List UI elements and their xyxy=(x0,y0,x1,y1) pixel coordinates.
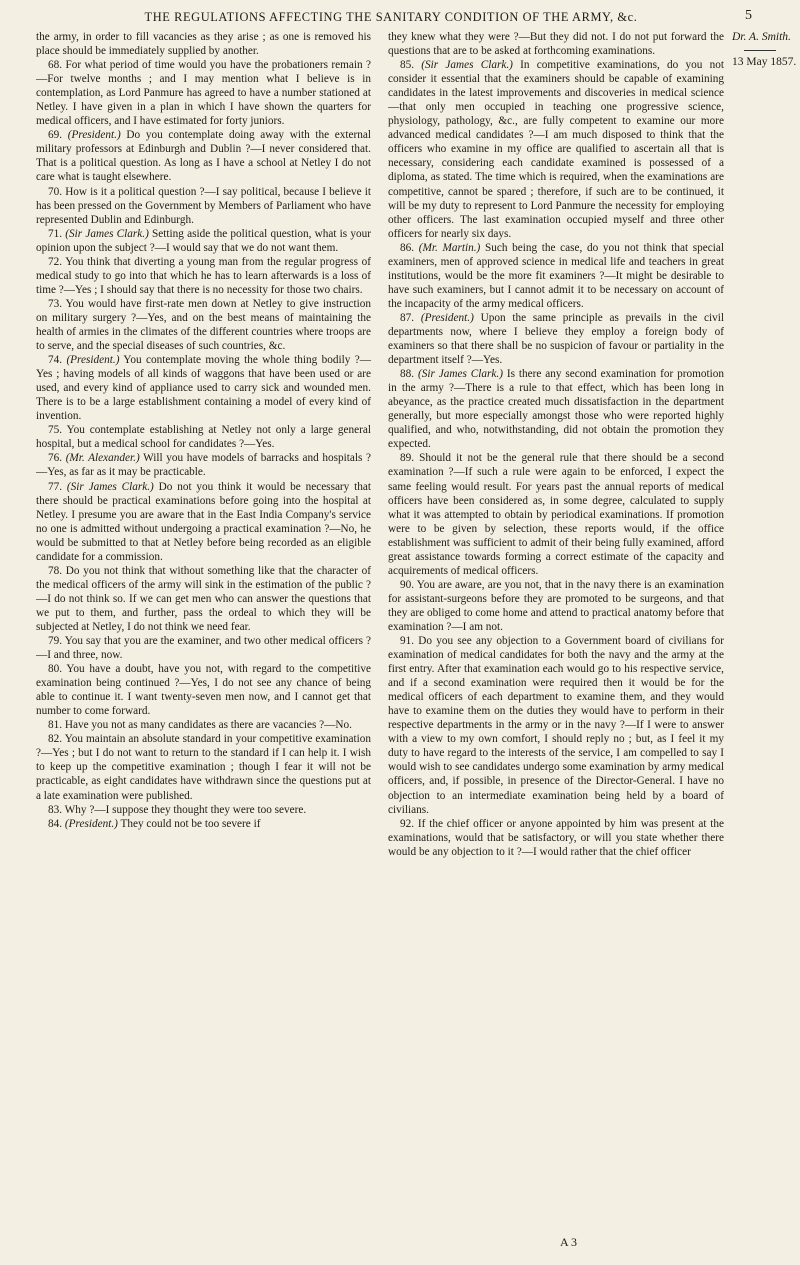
paragraph-text: Do not you think it would be necessary that there should be practical examinations before going into the hospital at Netley. I presume you are aware that in the East India Company's service no one is admitted without undergoing a practical examination ?—No, he would be submitted to that at Netley before being recorded as an eligible candidate for a commission. xyxy=(36,480,372,563)
speaker-name: (Sir James Clark.) xyxy=(417,368,503,381)
question-number: 87. xyxy=(400,311,415,324)
paragraph-text: If the chief officer or anyone appointed by him was present at the examinations, would that be satisfactory, or will you state whether there would be any objection to it ?—I would rather that the chief officer xyxy=(388,817,725,858)
paragraph-text: In competitive examinations, do you not consider it essential that the examiners should be capable of examining candidates in the latest improvements and discoveries in medical science—that only men occupied in teaching one progressive science, physiology, pathology, &c., are fully competent to examine our more advanced medical candidates ?—I am much disposed to think that the officers who examine in my office are qualified to ascertain all that is necessary, considering each candidate examined is possessed of a diploma, as stated. The time which is required, when the examinations are competitive, cannot be spared ; therefore, if such are to be continued, it will be my duty to represent to Lord Panmure the necessity for employing other officers. The last examination occupied myself and three other officers for nearly six days. xyxy=(388,59,724,240)
speaker-name: (Sir James Clark.) xyxy=(66,480,154,493)
speaker-name: (President.) xyxy=(66,354,120,367)
question-number: 77. xyxy=(48,480,63,493)
continued-paragraph xyxy=(388,30,724,58)
speaker-name: (Sir James Clark.) xyxy=(65,227,149,240)
question-number: 75. xyxy=(48,424,63,437)
question-number: 81. xyxy=(48,719,63,732)
question-number: 89. xyxy=(400,452,415,465)
question-paragraph xyxy=(36,255,371,297)
question-number: 92. xyxy=(400,817,415,830)
margin-rule xyxy=(744,50,776,51)
paragraph-text: Such being the case, do you not think that special examiners, men of approved science in medical life and teachers in great institutions, would be the more fit examiners ?—It might be desirable to have such examiners, but I cannot admit it to be necessary on account of the incapacity of the army medical officers. xyxy=(388,241,725,310)
paragraph-text: You contemplate moving the whole thing bodily ?—Yes ; having models of all kinds of waggons that have been used or are used, and every kind of appliance used to carry sick and wounded men. There is to be a large establishment containing a model of every kind of invention. xyxy=(36,354,371,423)
question-number: 78. xyxy=(48,564,63,577)
paragraph-text: Why ?—I suppose they thought they were too severe. xyxy=(64,803,307,816)
question-number: 74. xyxy=(48,354,63,367)
question-number: 84. xyxy=(48,817,63,830)
question-paragraph xyxy=(36,732,371,802)
paragraph-text: Do you see any objection to a Government board of civilians for examination of medical candidates for both the navy and the army at the first entry. After that examination each would go to his respective service, and if a second examination were required then it would be for the medical officers of each department to examine them, and they would have to examine them on the duties they would have to perform in their respective departments in the army or in the navy ?—If I were to answer with a view to my own comfort, I should reply no ; but, as I feel it my duty to have regard to the interests of the service, I am compelled to say I would wish to see candidates undergo some examination by army medical officers, and, if possible, in presence of the Director-General. I have no objection to an intermediate examination being held by a board of civilians. xyxy=(388,635,725,816)
speaker-name: (President.) xyxy=(67,129,121,142)
question-paragraph xyxy=(36,634,371,662)
question-paragraph xyxy=(388,311,724,367)
witness-date: 13 May 1857. xyxy=(732,56,797,68)
question-paragraph xyxy=(36,564,371,634)
question-paragraph xyxy=(36,58,371,128)
right-column xyxy=(388,30,724,859)
paragraph-text: Do you contemplate doing away with the external military professors at Edinburgh and Dublin ?—I never considered that. That is a political question. As long as I have a school at Netley I do not care what is taught elsewhere. xyxy=(36,129,372,184)
question-paragraph xyxy=(388,578,724,634)
question-number: 69. xyxy=(48,129,63,142)
question-number: 79. xyxy=(48,635,63,648)
question-number: 80. xyxy=(48,663,63,676)
question-paragraph xyxy=(36,451,371,479)
paragraph-text: For what period of time would you have the probationers remain ?—For twelve months ; and I may mention what I believe is in contemplation, as Lord Panmure has agreed to have a number stationed at Netley. I have given in a plan in which I have shown the quarters for medical officers, and I have estimated for forty juniors. xyxy=(36,59,372,128)
question-paragraph xyxy=(388,367,724,451)
paragraph-text: they knew what they were ?—But they did not. I do not put forward the questions that are to be asked at forthcoming examinations. xyxy=(388,31,724,58)
running-title: THE REGULATIONS AFFECTING THE SANITARY CONDITION OF THE ARMY, &c. xyxy=(144,10,638,24)
question-number: 76. xyxy=(48,452,63,465)
paragraph-text: the army, in order to fill vacancies as they arise ; as one is removed his place should be immediately supplied by another. xyxy=(36,31,371,58)
question-number: 91. xyxy=(400,635,415,648)
printer-signature: A 3 xyxy=(560,1235,578,1249)
question-number: 90. xyxy=(400,578,415,591)
paragraph-text: How is it a political question ?—I say political, because I believe it has been pressed on the Government by Members of Parliament who have represented Dublin and Edinburgh. xyxy=(36,185,371,226)
paragraph-text: Should it not be the general rule that there should be a second examination ?—If such a rule were again to be enforced, I expect the same feeling would result. For years past the annual reports of medical officers have been considered as, in some degree, calculated to supply what it was attempted to obtain by periodical examinations. If promotion were to be given by selection, these reports would, if the office establishment was sufficient to admit of their being fully examined, afford great assistance towards forming a correct estimate of the capacity and acquirements of medical officers. xyxy=(388,452,725,577)
paragraph-text: You maintain an absolute standard in your competitive examination ?—Yes ; but I do not want to return to the standard if I can help it. I wish to keep up the competitive examination ; though I fear it will not be practicable, as eight candidates have withdrawn since the questions put at a late examination were published. xyxy=(36,733,371,802)
question-paragraph xyxy=(36,718,371,732)
paragraph-text: You would have first-rate men down at Netley to give instruction on military surgery ?—Yes, and on the best means of maintaining the health of armies in the climates of the different countries where troops are to serve, and the special diseases of such countries, &c. xyxy=(36,297,371,353)
question-paragraph xyxy=(36,480,371,564)
witness-name: Dr. A. Smith. xyxy=(732,31,791,43)
speaker-name: (Mr. Martin.) xyxy=(418,241,481,254)
paragraph-text: Have you not as many candidates as there are vacancies ?—No. xyxy=(64,719,352,732)
question-paragraph xyxy=(36,423,371,451)
paragraph-text: Is there any second examination for promotion in the army ?—There is a rule to that effect, which has been long in abeyance, as the practice created much dissatisfaction in the department generally, but more especially amongst those who were reported highly qualified, and who, notwithstanding, did not obtain the promotion they expected. xyxy=(388,368,724,451)
question-paragraph xyxy=(388,241,724,311)
question-number: 72. xyxy=(48,255,63,268)
question-number: 86. xyxy=(400,241,415,254)
paragraph-text: You are aware, are you not, that in the navy there is an examination for assistant-surgeons before they are promoted to be surgeons, and that they are obliged to come home and attend to practical anatomy before that examination ?—I am not. xyxy=(388,578,724,633)
question-paragraph xyxy=(388,634,724,817)
question-paragraph xyxy=(388,817,724,859)
margin-note xyxy=(732,30,798,69)
question-paragraph xyxy=(36,128,371,184)
paragraph-text: Will you have models of barracks and hospitals ?—Yes, as far as it may be practicable. xyxy=(36,452,371,479)
question-number: 88. xyxy=(400,368,415,381)
question-paragraph xyxy=(36,662,371,718)
question-paragraph xyxy=(36,817,371,831)
question-number: 70. xyxy=(48,185,63,198)
paragraph-text: You have a doubt, have you not, with regard to the competitive examination being continued ?—Yes, I do not see any chance of being able to continue it. I want twenty-seven men now, and I cannot get that number to come forward. xyxy=(36,663,371,718)
left-column xyxy=(36,30,371,831)
question-paragraph xyxy=(388,451,724,577)
question-paragraph xyxy=(388,58,724,241)
question-paragraph xyxy=(36,185,371,227)
speaker-name: (President.) xyxy=(64,817,118,830)
question-number: 82. xyxy=(48,733,63,746)
page-number: 5 xyxy=(745,8,752,23)
paragraph-text: Setting aside the political question, what is your opinion upon the subject ?—I would say that we do not want them. xyxy=(36,227,371,254)
question-number: 73. xyxy=(48,297,63,310)
paragraph-text: You contemplate establishing at Netley not only a large general hospital, but a medical school for candidates ?—Yes. xyxy=(36,424,372,451)
speaker-name: (Sir James Clark.) xyxy=(421,59,513,72)
speaker-name: (President.) xyxy=(420,311,474,324)
continued-paragraph xyxy=(36,30,371,58)
speaker-name: (Mr. Alexander.) xyxy=(65,452,140,465)
running-header xyxy=(30,8,752,30)
question-number: 83. xyxy=(48,803,63,816)
paragraph-text: Do you not think that without something like that the character of the medical officers of the army will sink in the estimation of the public ?—I do not think so. If we can get men who can answer the questions that we put to them, and further, pass the ordeal to which they will be subjected at Netley, I do not think we need fear. xyxy=(36,564,371,633)
question-number: 68. xyxy=(48,59,63,72)
paragraph-text: They could not be too severe if xyxy=(120,817,261,830)
question-paragraph xyxy=(36,353,371,423)
question-number: 71. xyxy=(48,227,63,240)
question-number: 85. xyxy=(400,59,415,72)
question-paragraph xyxy=(36,803,371,817)
question-paragraph xyxy=(36,227,371,255)
question-paragraph xyxy=(36,297,371,353)
paragraph-text: You think that diverting a young man from the regular progress of medical study to go into that which he has to learn afterwards is a loss of time ?—Yes ; I should say that there is no necessity for those two chairs. xyxy=(36,255,371,296)
paragraph-text: You say that you are the examiner, and two other medical officers ?—I and three, now. xyxy=(36,635,371,662)
paragraph-text: Upon the same principle as prevails in the civil departments now, where I believe they employ a foreign body of examiners so that there shall be no suspicion of favour or partiality in the department itself ?—Yes. xyxy=(388,311,725,367)
